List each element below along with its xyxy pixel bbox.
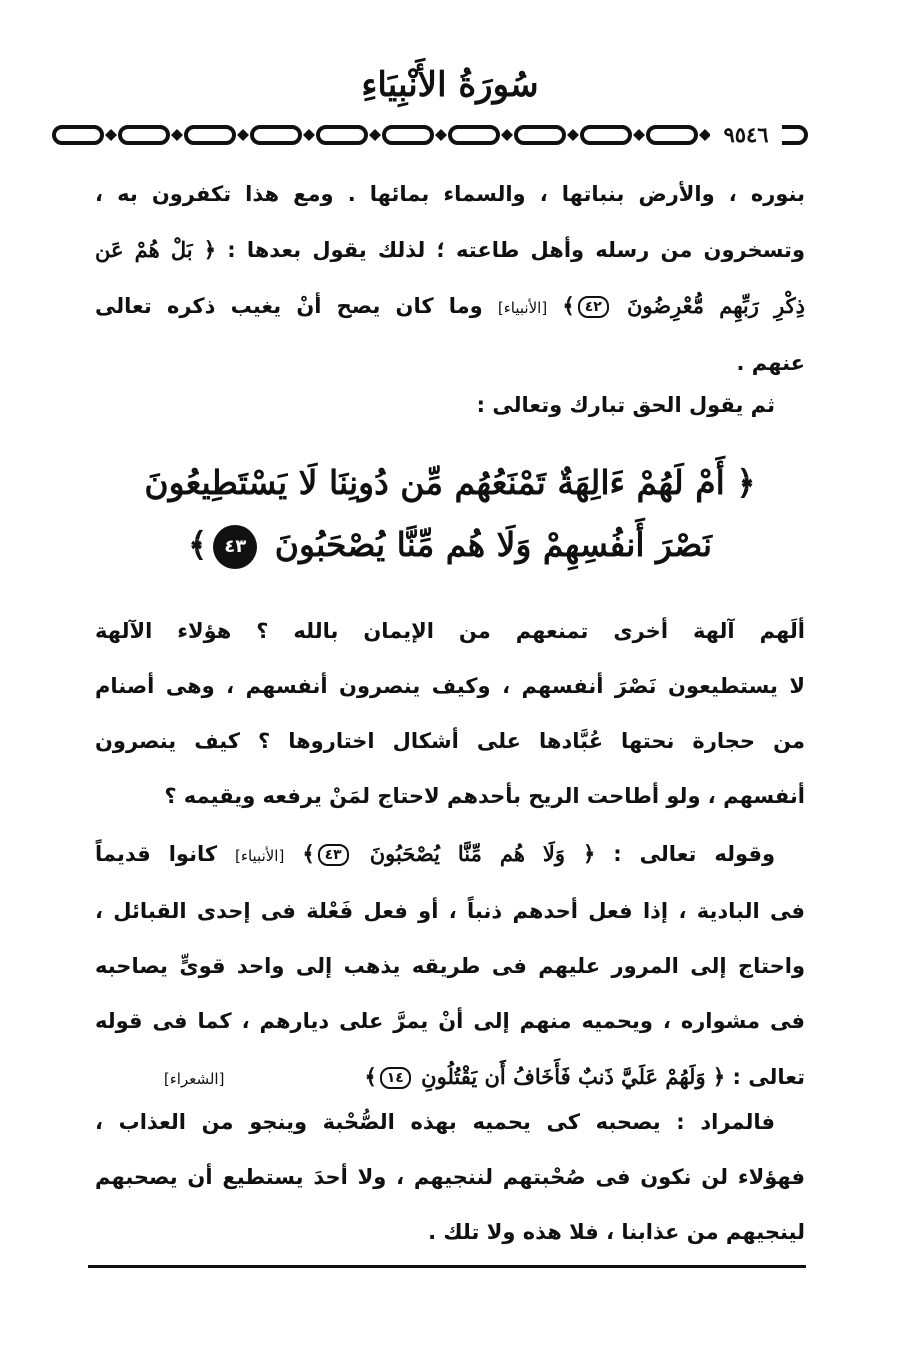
header-ornament-border	[50, 122, 810, 148]
ayah-number-badge: ٤٣	[213, 525, 257, 569]
paragraph-3	[95, 604, 805, 824]
ayah-number-marker: ٤٣	[318, 844, 349, 866]
surah-reference: [الأنبياء]	[497, 299, 548, 317]
text-line: من حجارة نحتها عُبَّادها على أشكال اختاروها ؟ كيف ينصرون	[95, 729, 805, 753]
page-number: ٩٥٤٦	[710, 118, 782, 152]
text-line: فهؤلاء لن نكون فى صُحْبتهم لننجيهم ، ولا أحدَ يستطيع أن يصحبهم	[95, 1165, 805, 1189]
quran-line: ﴿ أَمْ لَهُمْ ءَالِهَةٌ تَمْنَعُهُم مِّن دُونِنَا لَا يَسْتَطِيعُونَ	[144, 463, 756, 502]
text-line: فالمراد : يصحبه كى يحميه بهذه الصُّحْبة وينجو من العذاب ،	[95, 1110, 775, 1134]
surah-reference: [الأنبياء]	[235, 847, 285, 865]
inline-verse: ﴿ وَلَا هُم مِّنَّا يُصْحَبُونَ	[369, 841, 596, 866]
text-line: وتسخرون من رسله وأهل طاعته ؛ لذلك يقول بعدها : ﴿ بَلْ هُمْ عَن	[95, 237, 805, 262]
text-line: بنوره ، والأرض بنباتها ، والسماء بمائها . ومع هذا تكفرون به ،	[95, 182, 805, 206]
text-line: فى مشواره ، ويحميه منهم إلى أنْ يمرَّ على ديارهم ، كما فى قوله	[95, 1009, 805, 1033]
inline-verse: ذِكْرِ رَبِّهِم مُّعْرِضُونَ	[626, 293, 805, 318]
quran-verse-block	[95, 452, 805, 576]
ayah-number-marker: ٤٢	[578, 296, 609, 318]
text-line: لينجيهم من عذابنا ، فلا هذه ولا تلك .	[428, 1220, 805, 1244]
text-line: وقوله تعالى : ﴿ وَلَا هُم مِّنَّا يُصْحَبُونَ ٤٣﴾ [الأنبياء] كانوا قديماً	[95, 841, 776, 866]
surah-reference: [الشعراء]	[163, 1070, 225, 1088]
paragraph-1	[95, 167, 805, 391]
text-line: لا يستطيعون نَصْرَ أنفسهم ، وكيف ينصرون أنفسهم ، وهى أصنام	[95, 674, 805, 698]
text-line: أنفسهم ، ولو أطاحت الريح بأحدهم لاحتاج لمَنْ يرفعه ويقيمه ؟	[164, 784, 805, 808]
inline-verse: ﴿ وَلَهُمْ عَلَيَّ ذَنبٌ فَأَخَافُ أَن يَقْتُلُونِ	[421, 1064, 726, 1089]
ayah-number-marker: ١٤	[380, 1067, 411, 1089]
quran-line: نَصْرَ أَنفُسِهِمْ وَلَا هُم مِّنَّا يُصْحَبُونَ ٤٣﴾	[95, 514, 805, 576]
text-line: ذِكْرِ رَبِّهِم مُّعْرِضُونَ ٤٢﴾ [الأنبياء] وما كان يصح أنْ يغيب ذكره تعالى	[95, 293, 805, 318]
paragraph-5	[95, 1095, 805, 1260]
surah-title: سُورَةُ الأَنْبِيَاءِ	[361, 65, 539, 105]
text-line: تعالى : ﴿ وَلَهُمْ عَلَيَّ ذَنبٌ فَأَخَافُ أَن يَقْتُلُونِ ١٤﴾[الشعراء]	[163, 1064, 805, 1089]
text-line: فى البادية ، إذا فعل أحدهم ذنباً ، أو فعل فَعْلة فى إحدى القبائل ،	[95, 899, 805, 923]
text-line: عنهم .	[736, 351, 805, 375]
text-line: واحتاج إلى المرور عليهم فى طريقه يذهب إلى واحد قوىٍّ يصاحبه	[95, 954, 805, 978]
text-line: ثم يقول الحق تبارك وتعالى :	[476, 393, 775, 417]
inline-verse: ﴿ بَلْ هُمْ عَن	[95, 237, 217, 262]
paragraph-2	[95, 378, 805, 433]
paragraph-4	[95, 826, 805, 1107]
footer-rule	[88, 1265, 806, 1268]
text-line: ألَهم آلهة أخرى تمنعهم من الإيمان بالله ؟ هؤلاء الآلهة	[95, 619, 805, 643]
